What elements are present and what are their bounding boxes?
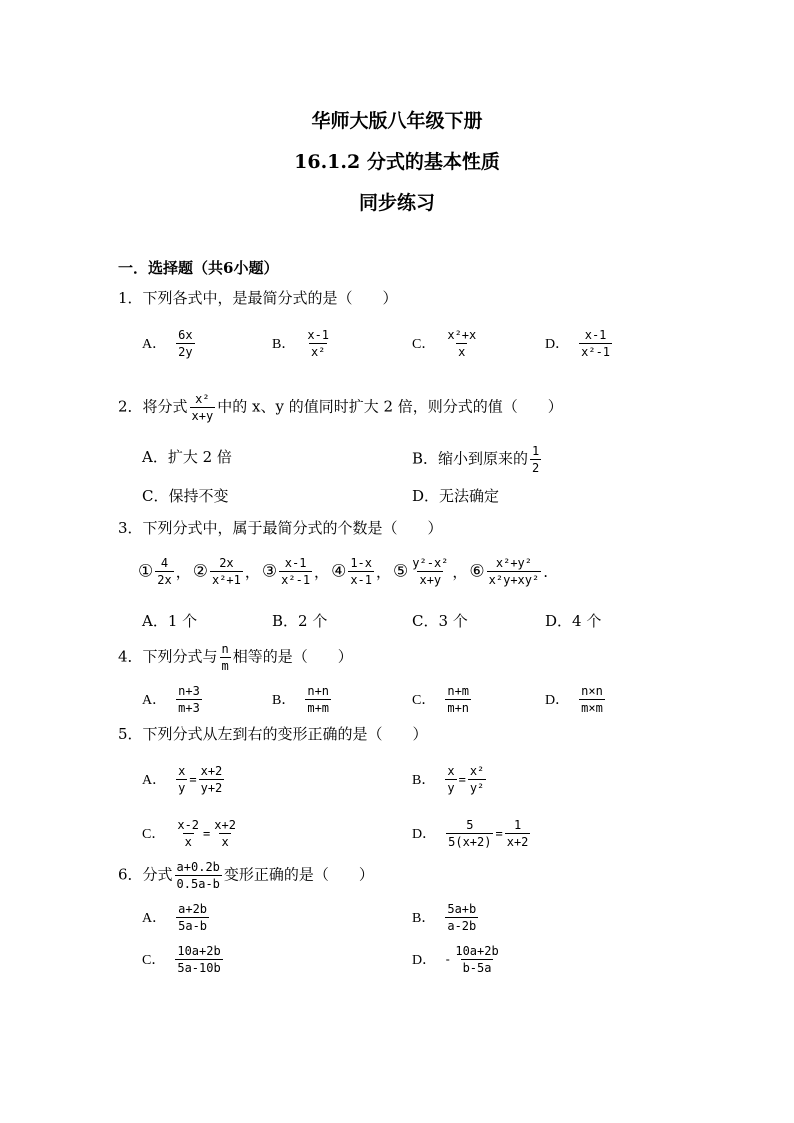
q1-option-c[interactable]: C． $\frac{\text{x²+x}}{x}$ <box>412 328 477 359</box>
q4-option-c[interactable]: C． $\frac{n+m}{m+n}$ <box>412 684 470 715</box>
q3-item-separator: ， <box>314 562 330 581</box>
q3-item-marker: ⑤ <box>393 561 409 582</box>
q5-b-left-fraction: $\frac{x}{y}$ <box>447 764 455 795</box>
q4-option-b[interactable]: B． $\frac{n+n}{m+m}$ <box>272 684 330 715</box>
q5-d-right-fraction: $\frac{1}{x+2}$ <box>506 818 529 849</box>
q6-option-c[interactable]: C． $\frac{10a+2b}{5a-10b}$ <box>142 944 221 975</box>
q4-b-fraction: $\frac{n+n}{m+m}$ <box>307 684 330 715</box>
q4-a-fraction: $\frac{n+3}{m+3}$ <box>178 684 200 715</box>
q3-item-separator: ， <box>452 562 468 581</box>
q3-item-fraction: $\frac{1-x}{x-1}$ <box>350 556 372 587</box>
q4-stem-fraction: $\frac{n}{m}$ <box>221 642 229 673</box>
question-2-stem: 2．将分式 $\frac{\text{x²}}{x+y}$ 中的 x、y 的值同时扩大 2 倍，则分式的值（ ） <box>118 392 563 423</box>
q1-option-b[interactable]: B． $\frac{x-1}{\text{x²}}$ <box>272 328 330 359</box>
q5-c-left-fraction: $\frac{x-2}{x}$ <box>177 818 200 849</box>
q3-item-separator: ， <box>175 562 191 581</box>
equals-sign: = <box>495 826 503 841</box>
q6-a-fraction: $\frac{a+2b}{5a-b}$ <box>178 902 208 933</box>
q1-b-fraction: $\frac{x-1}{\text{x²}}$ <box>307 328 330 359</box>
q2-option-d[interactable]: D．无法确定 <box>412 487 500 505</box>
q2-option-c[interactable]: C．保持不变 <box>142 487 229 505</box>
q5-d-left-fraction: $\frac{5}{5(x+2)}$ <box>448 818 492 849</box>
q3-option-a[interactable]: A．1 个 <box>142 612 198 630</box>
q6-option-b[interactable]: B． $\frac{5a+b}{a-2b}$ <box>412 902 477 933</box>
equals-sign: = <box>458 772 466 787</box>
title-line-2: 16.1.2 分式的基本性质 <box>294 151 500 173</box>
q3-option-c[interactable]: C．3 个 <box>412 612 468 630</box>
q6-stem-fraction: $\frac{a+0.2b}{0.5a-b}$ <box>176 860 220 891</box>
q3-item-marker: ② <box>192 561 208 582</box>
negative-sign: - <box>444 952 452 967</box>
question-1-stem: 1．下列各式中，是最简分式的是（ ） <box>118 289 398 307</box>
q3-option-d[interactable]: D．4 个 <box>545 612 602 630</box>
q6-d-fraction: $\frac{10a+2b}{b-5a}$ <box>455 944 499 975</box>
q3-item-fraction: $\frac{\text{x²+y²}}{\text{x²y+xy²}}$ <box>488 556 540 587</box>
q3-item-marker: ④ <box>331 561 347 582</box>
q3-item-marker: ① <box>138 561 154 582</box>
q3-item-fraction: $\frac{x-1}{\text{x²-1}}$ <box>281 556 311 587</box>
q1-option-d[interactable]: D． $\frac{x-1}{\text{x²-1}}$ <box>545 328 611 359</box>
q5-a-left-fraction: $\frac{x}{y}$ <box>178 764 186 795</box>
q3-option-b[interactable]: B．2 个 <box>272 612 328 630</box>
title-line-3: 同步练习 <box>358 192 435 214</box>
question-6-stem: 6．分式 $\frac{a+0.2b}{0.5a-b}$ 变形正确的是（ ） <box>118 860 374 891</box>
q3-item-marker: ③ <box>261 561 278 582</box>
question-4-stem: 4．下列分式与 $\frac{n}{m}$ 相等的是（ ） <box>118 642 353 673</box>
q6-c-fraction: $\frac{10a+2b}{5a-10b}$ <box>177 944 221 975</box>
q3-item-separator: ， <box>376 562 392 581</box>
q4-option-a[interactable]: A． $\frac{n+3}{m+3}$ <box>142 684 200 715</box>
title-line-1: 华师大版八年级下册 <box>311 110 483 132</box>
q4-c-fraction: $\frac{n+m}{m+n}$ <box>447 684 470 715</box>
q3-item-fraction: $\frac{\text{y²-x²}}{x+y}$ <box>412 556 449 587</box>
q4-option-d[interactable]: D． $\frac{n\times n}{m\times m}$ <box>545 684 603 715</box>
q2-stem-fraction: $\frac{\text{x²}}{x+y}$ <box>191 392 214 423</box>
question-5-stem: 5．下列分式从左到右的变形正确的是（ ） <box>118 725 428 743</box>
q1-a-fraction: $\frac{6x}{2y}$ <box>178 328 193 359</box>
q2-option-a[interactable]: A．扩大 2 倍 <box>142 448 232 466</box>
q3-item-marker: ⑥ <box>469 561 485 582</box>
q2-b-fraction: $\frac{1}{2}$ <box>532 444 540 475</box>
q1-d-fraction: $\frac{x-1}{\text{x²-1}}$ <box>581 328 611 359</box>
equals-sign: = <box>189 772 197 787</box>
q5-option-d[interactable]: D． $\frac{5}{5(x+2)}$ = $\frac{1}{x+2}$ <box>412 818 529 849</box>
q1-option-a[interactable]: A． $\frac{6x}{2y}$ <box>142 328 193 359</box>
q3-fraction-list <box>138 556 550 587</box>
q3-item-separator: ， <box>244 562 260 581</box>
question-3-stem: 3．下列分式中，属于最简分式的个数是（ ） <box>118 519 443 537</box>
q5-option-c[interactable]: C． $\frac{x-2}{x}$ = $\frac{x+2}{x}$ <box>142 818 236 849</box>
equals-sign: = <box>203 826 211 841</box>
q5-a-right-fraction: $\frac{x+2}{y+2}$ <box>200 764 223 795</box>
q6-option-d[interactable]: D． - $\frac{10a+2b}{b-5a}$ <box>412 944 499 975</box>
q6-option-a[interactable]: A． $\frac{a+2b}{5a-b}$ <box>142 902 208 933</box>
q1-c-fraction: $\frac{\text{x²+x}}{x}$ <box>447 328 477 359</box>
q3-item-separator: . <box>543 562 549 581</box>
q5-option-b[interactable]: B． $\frac{x}{y}$ = $\frac{\text{x²}}{\text{y²}}$ <box>412 764 485 795</box>
q5-c-right-fraction: $\frac{x+2}{x}$ <box>214 818 236 849</box>
q3-item-fraction: $\frac{4}{2x}$ <box>157 556 172 587</box>
q5-option-a[interactable]: A． $\frac{x}{y}$ = $\frac{x+2}{y+2}$ <box>142 764 223 795</box>
q4-d-fraction: $\frac{n\times n}{m\times m}$ <box>581 684 603 715</box>
q2-option-b[interactable]: B．缩小到原来的 $\frac{1}{2}$ <box>412 444 540 475</box>
q6-b-fraction: $\frac{5a+b}{a-2b}$ <box>447 902 477 933</box>
q3-item-fraction: $\frac{2x}{\text{x²+1}}$ <box>211 556 241 587</box>
q5-b-right-fraction: $\frac{\text{x²}}{\text{y²}}$ <box>469 764 485 795</box>
section-heading: 一．选择题（共6小题） <box>118 259 279 277</box>
